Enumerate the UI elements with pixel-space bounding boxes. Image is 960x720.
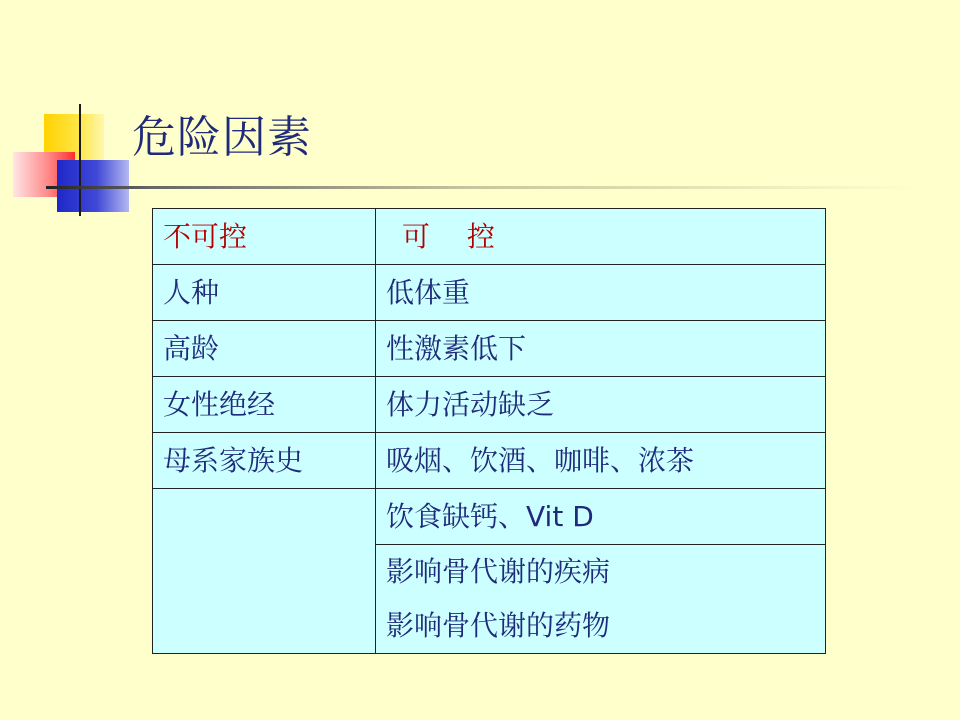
decor-vertical-line xyxy=(79,104,81,216)
header-uncontrollable: 不可控 xyxy=(153,209,376,265)
cell-uncontrollable: 人种 xyxy=(153,265,376,321)
cell-controllable: 体力活动缺乏 xyxy=(376,377,826,433)
cell-controllable: 性激素低下 xyxy=(376,321,826,377)
table-row xyxy=(153,489,826,545)
cell-uncontrollable-empty xyxy=(153,489,376,654)
table-row xyxy=(153,433,826,489)
cell-controllable: 吸烟、饮酒、咖啡、浓茶 xyxy=(376,433,826,489)
table-header-row xyxy=(153,209,826,265)
cell-uncontrollable: 女性绝经 xyxy=(153,377,376,433)
table-row xyxy=(153,265,826,321)
cell-uncontrollable: 母系家族史 xyxy=(153,433,376,489)
cell-controllable: 低体重 xyxy=(376,265,826,321)
table-row xyxy=(153,321,826,377)
header-controllable: 可 控 xyxy=(376,209,826,265)
cell-line: 影响骨代谢的药物 xyxy=(386,609,611,642)
cell-line: 影响骨代谢的疾病 xyxy=(386,555,611,588)
title-underline xyxy=(46,186,916,189)
cell-uncontrollable: 高龄 xyxy=(153,321,376,377)
slide-title: 危险因素 xyxy=(132,112,312,163)
cell-controllable-multiline xyxy=(376,545,826,654)
table-row xyxy=(153,377,826,433)
cell-controllable: 饮食缺钙、Vit D xyxy=(376,489,826,545)
risk-factor-table xyxy=(152,208,826,654)
